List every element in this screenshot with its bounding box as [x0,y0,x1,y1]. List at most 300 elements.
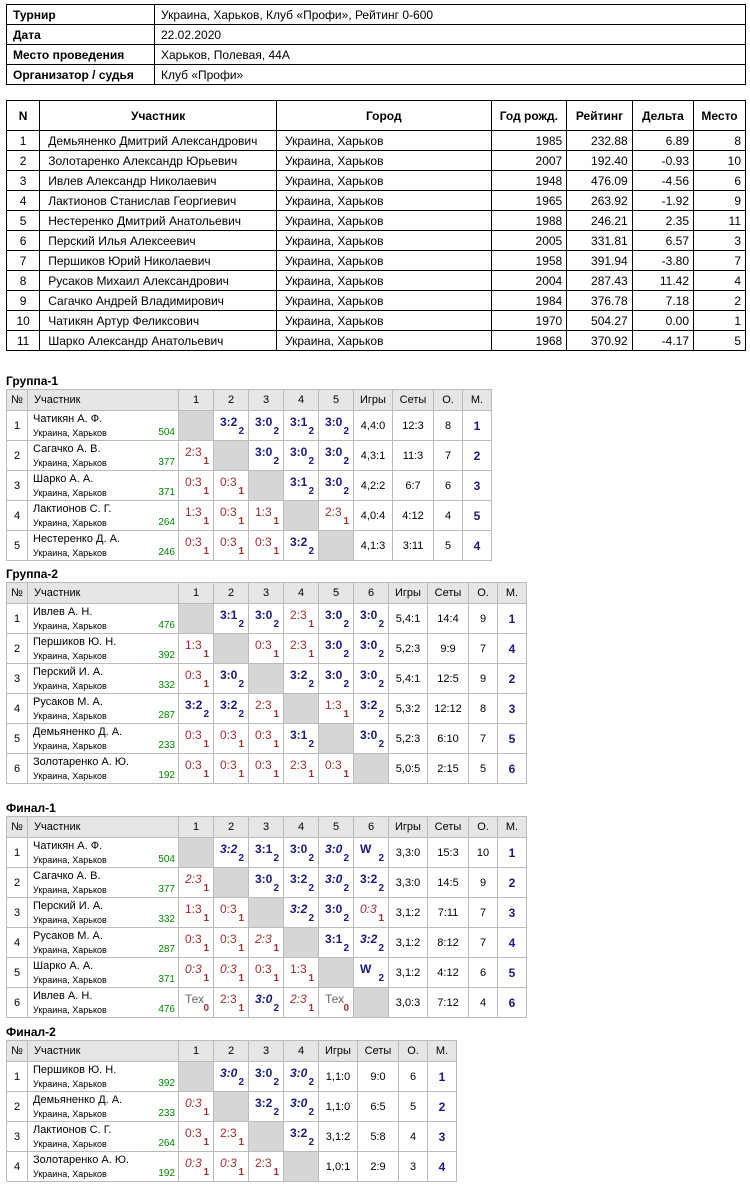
info-value: 22.02.2020 [155,25,746,45]
group-title: Группа-1 [6,374,59,388]
match-score: 0:3 [185,535,202,549]
match-points: 1 [238,1167,244,1178]
match-result-cell[interactable] [249,724,284,754]
place-cell: 1 [428,1062,457,1092]
match-result-cell[interactable] [179,531,214,561]
match-score: 0:3 [185,758,202,772]
match-result-cell[interactable] [319,838,354,868]
match-points: 0 [343,1003,349,1014]
participants-header: Год рожд. [491,101,567,131]
match-result-cell[interactable] [319,694,354,724]
group-header-n: № [7,1041,28,1062]
group-header-row [7,1041,457,1062]
match-points: 2 [273,883,279,894]
match-score: 3:0 [255,415,273,429]
match-result-cell[interactable] [249,694,284,724]
match-points: 1 [308,973,314,984]
participant-cell: 7 [694,251,746,271]
player-city: Украина, Харьков [33,1005,107,1015]
match-points: 1 [378,913,384,924]
match-points: 2 [308,456,314,467]
match-score: W [360,962,372,976]
match-result-cell[interactable] [214,928,249,958]
match-result-cell[interactable] [249,1062,284,1092]
group-header-row [7,390,492,411]
sets-cell: 2:9 [358,1152,399,1182]
match-score: 3:2 [220,415,238,429]
match-result-cell[interactable] [284,868,319,898]
match-result-cell[interactable] [319,928,354,958]
participant-cell: 1 [694,311,746,331]
player-name: Ивлев А. Н. [33,990,93,1002]
match-score: 2:3 [220,1126,237,1140]
match-points: 0 [203,1003,209,1014]
match-score: 2:3 [185,445,202,459]
match-result-cell[interactable] [214,898,249,928]
group-header-col: 1 [179,583,214,604]
participant-cell: 1985 [491,131,567,151]
match-score: 0:3 [255,728,272,742]
match-points: 2 [343,679,349,690]
player-name: Сагачко А. В. [33,870,101,882]
match-result-cell[interactable] [354,898,389,928]
group-table [6,582,527,784]
player-name: Нестеренко Д. А. [33,533,120,545]
match-result-cell[interactable] [319,754,354,784]
participant-cell: 10 [7,311,40,331]
participant-cell: 7 [7,251,40,271]
match-result-cell[interactable] [179,471,214,501]
match-points: 1 [273,546,279,557]
match-points: 2 [238,619,244,630]
match-result-cell[interactable] [179,694,214,724]
match-result-cell[interactable] [214,754,249,784]
sets-cell: 6:10 [428,724,469,754]
points-cell: 7 [469,898,498,928]
match-points: 2 [343,456,349,467]
match-result-cell[interactable] [284,1062,319,1092]
match-score: 3:0 [325,872,343,886]
match-points: 2 [273,426,279,437]
player-name: Лактионов С. Г. [33,1124,112,1136]
match-result-cell[interactable] [284,754,319,784]
match-result-cell[interactable] [284,634,319,664]
group-header-name: Участник [28,817,179,838]
match-result-cell[interactable] [319,898,354,928]
participant-cell: 504.27 [567,311,633,331]
group-row [7,838,527,868]
points-cell: 5 [434,531,463,561]
participants-table [6,100,746,351]
player-name: Першиков Ю. Н. [33,636,117,648]
match-result-cell[interactable] [354,928,389,958]
group-header-points: О. [434,390,463,411]
group-header-col: 3 [249,390,284,411]
group-row [7,604,527,634]
match-points: 1 [203,456,209,467]
match-points: 1 [273,1167,279,1178]
participant-cell: 2007 [491,151,567,171]
group-player [28,441,179,471]
match-score: 3:0 [325,608,343,622]
participant-row [7,271,746,291]
match-result-cell[interactable] [249,1092,284,1122]
match-score: 0:3 [255,962,272,976]
group-header-col: 2 [214,817,249,838]
group-player [28,898,179,928]
match-result-cell[interactable] [319,441,354,471]
match-result-cell[interactable] [319,471,354,501]
participant-cell: Першиков Юрий Николаевич [40,251,277,271]
match-result-cell[interactable] [214,1152,249,1182]
sets-cell: 4:12 [428,958,469,988]
participant-cell: 1965 [491,191,567,211]
match-points: 1 [308,769,314,780]
participant-cell: 5 [694,331,746,351]
player-rating: 264 [158,517,175,528]
match-result-cell[interactable] [249,928,284,958]
player-rating: 332 [158,680,175,691]
match-score: 3:0 [255,445,273,459]
match-points: 1 [308,1003,314,1014]
sets-cell: 9:9 [428,634,469,664]
match-result-cell[interactable] [249,754,284,784]
group-player [28,694,179,724]
participant-cell: -1.92 [632,191,693,211]
participant-cell: 263.92 [567,191,633,211]
match-score: 3:2 [290,668,308,682]
group-header-col: 6 [354,817,389,838]
player-city: Украина, Харьков [33,741,107,751]
player-rating: 246 [158,547,175,558]
match-score: 3:1 [255,842,273,856]
player-name: Русаков М. А. [33,930,103,942]
info-row [7,25,746,45]
sets-cell: 7:12 [428,988,469,1018]
points-cell: 9 [469,664,498,694]
match-result-cell[interactable] [179,634,214,664]
group-player [28,634,179,664]
group-header-n: № [7,390,28,411]
points-cell: 8 [469,694,498,724]
match-score: 3:0 [290,445,308,459]
diagonal-cell [214,868,249,898]
match-score: 0:3 [255,535,272,549]
group-header-col: 2 [214,1041,249,1062]
group-header-points: О. [469,583,498,604]
match-result-cell[interactable] [319,501,354,531]
participant-cell: 11 [7,331,40,351]
match-result-cell[interactable] [214,664,249,694]
match-result-cell[interactable] [249,634,284,664]
games-cell: 5,4:1 [389,604,428,634]
match-result-cell[interactable] [214,838,249,868]
match-result-cell[interactable] [284,411,319,441]
match-result-cell[interactable] [354,838,389,868]
participant-cell: 2 [694,291,746,311]
participant-cell: 8 [7,271,40,291]
group-row-number: 4 [7,1152,28,1182]
match-score: 0:3 [185,728,202,742]
match-result-cell[interactable] [284,604,319,634]
group-player [28,754,179,784]
match-result-cell[interactable] [214,604,249,634]
match-result-cell[interactable] [179,664,214,694]
match-points: 2 [378,973,384,984]
place-cell: 6 [498,754,527,784]
participant-cell: 1948 [491,171,567,191]
group-player [28,868,179,898]
group-header-col: 6 [354,583,389,604]
info-value: Украина, Харьков, Клуб «Профи», Рейтинг 0-600 [155,5,746,25]
sets-cell: 5:8 [358,1122,399,1152]
match-points: 2 [308,426,314,437]
match-result-cell[interactable] [179,441,214,471]
participant-row [7,131,746,151]
match-result-cell[interactable] [214,501,249,531]
player-city: Украина, Харьков [33,1169,107,1179]
match-result-cell[interactable] [179,754,214,784]
match-result-cell[interactable] [319,664,354,694]
match-result-cell[interactable] [354,694,389,724]
player-city: Украина, Харьков [33,548,107,558]
match-result-cell[interactable] [354,868,389,898]
match-result-cell[interactable] [249,868,284,898]
match-points: 1 [273,649,279,660]
participant-cell: 192.40 [567,151,633,171]
diagonal-cell [214,634,249,664]
match-result-cell[interactable] [284,664,319,694]
match-result-cell[interactable] [179,928,214,958]
group-row [7,958,527,988]
group-row-number: 3 [7,1122,28,1152]
match-score: 3:1 [220,608,238,622]
match-result-cell[interactable] [179,1092,214,1122]
match-result-cell[interactable] [249,604,284,634]
match-result-cell[interactable] [214,531,249,561]
match-result-cell[interactable] [284,441,319,471]
match-result-cell[interactable] [354,664,389,694]
match-score: 0:3 [220,505,237,519]
match-points: 1 [203,769,209,780]
info-label: Место проведения [7,45,155,65]
player-rating: 287 [158,710,175,721]
match-points: 2 [378,943,384,954]
group-header-col: 4 [284,390,319,411]
player-name: Чатикян А. Ф. [33,840,103,852]
match-result-cell[interactable] [284,838,319,868]
match-result-cell[interactable] [179,868,214,898]
match-result-cell[interactable] [249,411,284,441]
match-result-cell[interactable] [214,724,249,754]
participant-cell: Украина, Харьков [277,231,491,251]
participant-cell: 11.42 [632,271,693,291]
group-row [7,988,527,1018]
group-row [7,1092,457,1122]
match-result-cell[interactable] [179,958,214,988]
match-result-cell[interactable] [284,988,319,1018]
match-result-cell[interactable] [354,604,389,634]
player-name: Шарко А. А. [33,960,94,972]
match-result-cell[interactable] [179,724,214,754]
match-result-cell[interactable] [179,501,214,531]
match-points: 1 [308,619,314,630]
match-result-cell[interactable] [284,724,319,754]
diagonal-cell [214,441,249,471]
match-result-cell[interactable] [179,1122,214,1152]
match-score: 3:2 [220,842,238,856]
match-result-cell[interactable] [179,898,214,928]
group-title: Финал-1 [6,801,56,815]
group-header-row [7,817,527,838]
match-points: 2 [308,546,314,557]
player-rating: 476 [158,620,175,631]
participant-cell: Украина, Харьков [277,191,491,211]
place-cell: 3 [463,471,492,501]
place-cell: 3 [498,694,527,724]
place-cell: 4 [498,634,527,664]
match-score: 0:3 [185,475,202,489]
match-score: 3:2 [290,902,308,916]
match-score: 0:3 [220,758,237,772]
match-score: 0:3 [185,668,202,682]
match-points: 2 [378,739,384,750]
sets-cell: 9:0 [358,1062,399,1092]
participant-row [7,311,746,331]
match-result-cell[interactable] [319,988,354,1018]
player-name: Сагачко А. В. [33,443,101,455]
match-result-cell[interactable] [319,868,354,898]
match-result-cell[interactable] [214,694,249,724]
match-result-cell[interactable] [214,1122,249,1152]
match-result-cell[interactable] [319,634,354,664]
participant-cell: Демьяненко Дмитрий Александрович [40,131,277,151]
points-cell: 9 [469,604,498,634]
match-result-cell[interactable] [214,411,249,441]
participant-cell: 2004 [491,271,567,291]
place-cell: 1 [463,411,492,441]
games-cell: 1,1:0 [319,1062,358,1092]
info-value: Харьков, Полевая, 44А [155,45,746,65]
points-cell: 4 [469,988,498,1018]
participant-cell: Украина, Харьков [277,171,491,191]
match-points: 2 [273,1107,279,1118]
match-result-cell[interactable] [249,441,284,471]
match-result-cell[interactable] [249,958,284,988]
match-result-cell[interactable] [284,471,319,501]
group-row [7,441,492,471]
sets-cell: 7:11 [428,898,469,928]
match-points: 2 [308,679,314,690]
match-result-cell[interactable] [284,898,319,928]
match-points: 2 [343,913,349,924]
sets-cell: 14:5 [428,868,469,898]
games-cell: 5,4:1 [389,664,428,694]
match-result-cell[interactable] [284,1122,319,1152]
match-points: 2 [308,853,314,864]
points-cell: 7 [434,441,463,471]
player-rating: 332 [158,914,175,925]
info-label: Организатор / судья [7,65,155,85]
group-row-number: 3 [7,664,28,694]
participant-cell: 0.00 [632,311,693,331]
participants-header: Рейтинг [567,101,633,131]
participant-cell: Нестеренко Дмитрий Анатольевич [40,211,277,231]
match-score: 1:3 [325,698,342,712]
match-result-cell[interactable] [284,958,319,988]
match-points: 1 [203,1137,209,1148]
match-result-cell[interactable] [354,958,389,988]
points-cell: 5 [399,1092,428,1122]
diagonal-cell [319,531,354,561]
match-result-cell[interactable] [284,1092,319,1122]
place-cell: 2 [463,441,492,471]
group-row [7,1152,457,1182]
place-cell: 2 [498,664,527,694]
match-result-cell[interactable] [249,838,284,868]
match-result-cell[interactable] [319,411,354,441]
match-score: 3:0 [255,992,273,1006]
match-points: 1 [343,516,349,527]
sets-cell: 2:15 [428,754,469,784]
games-cell: 4,0:4 [354,501,393,531]
group-header-games: Игры [389,817,428,838]
match-score: 3:2 [290,872,308,886]
place-cell: 5 [498,724,527,754]
group-header-n: № [7,583,28,604]
match-result-cell[interactable] [319,604,354,634]
info-row [7,65,746,85]
participant-cell: Украина, Харьков [277,131,491,151]
player-name: Русаков М. А. [33,696,103,708]
games-cell: 5,3:2 [389,694,428,724]
match-result-cell[interactable] [249,501,284,531]
participant-row [7,211,746,231]
match-points: 2 [308,1137,314,1148]
info-row [7,5,746,25]
participant-cell: 1968 [491,331,567,351]
match-result-cell[interactable] [249,988,284,1018]
match-score: 0:3 [185,932,202,946]
match-score: 0:3 [220,535,237,549]
match-result-cell[interactable] [179,988,214,1018]
match-result-cell[interactable] [179,1152,214,1182]
participant-cell: 391.94 [567,251,633,271]
match-score: W [360,842,372,856]
match-result-cell[interactable] [284,531,319,561]
match-points: 2 [378,709,384,720]
player-city: Украина, Харьков [33,945,107,955]
match-score: 3:0 [360,728,378,742]
match-result-cell[interactable] [214,471,249,501]
match-score: 0:3 [255,638,272,652]
place-cell: 2 [428,1092,457,1122]
participant-cell: 6.57 [632,231,693,251]
match-score: 0:3 [220,728,237,742]
match-result-cell[interactable] [214,958,249,988]
match-score: 3:0 [255,1066,273,1080]
match-result-cell[interactable] [214,1062,249,1092]
group-row-number: 4 [7,928,28,958]
match-result-cell[interactable] [354,724,389,754]
match-result-cell[interactable] [354,634,389,664]
match-result-cell[interactable] [214,988,249,1018]
match-result-cell[interactable] [249,531,284,561]
match-result-cell[interactable] [249,1152,284,1182]
sets-cell: 15:3 [428,838,469,868]
diagonal-cell [179,604,214,634]
group-player [28,471,179,501]
